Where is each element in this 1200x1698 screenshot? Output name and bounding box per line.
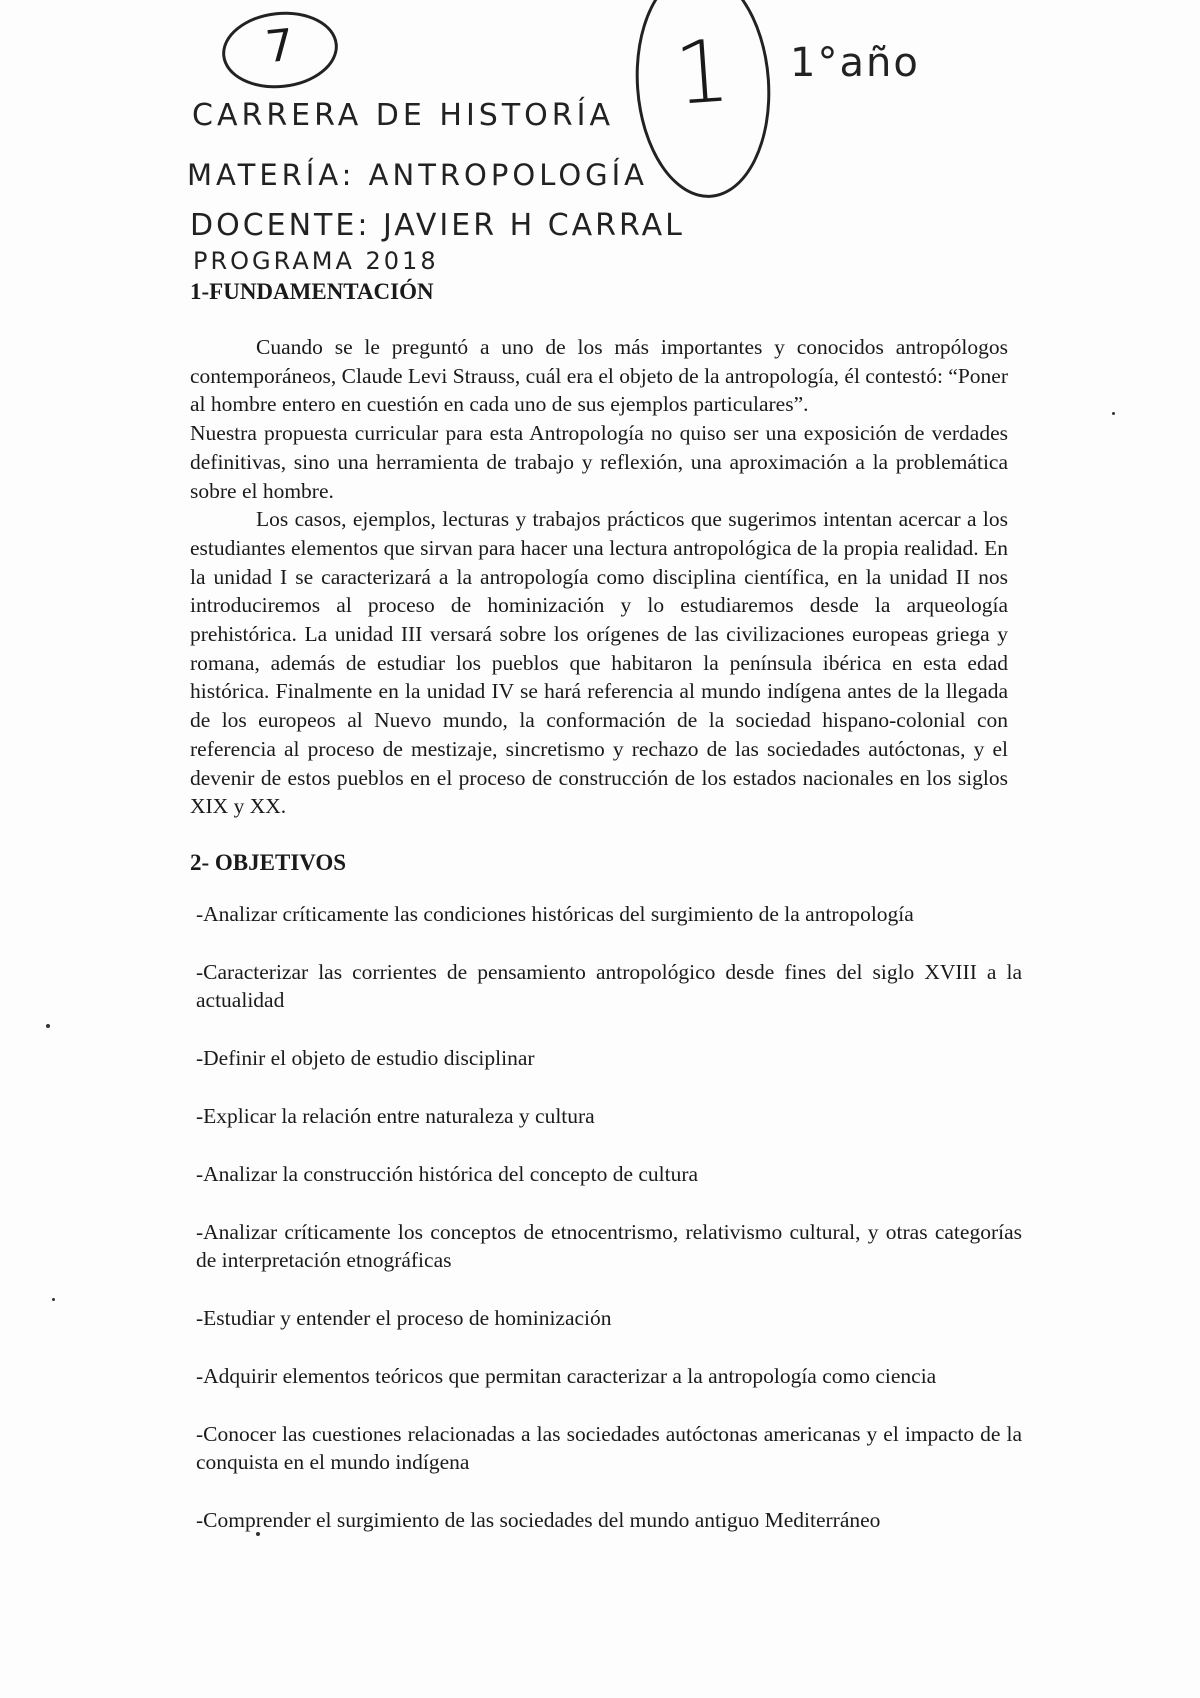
paragraph: Los casos, ejemplos, lecturas y trabajos prácticos que sugerimos intentan acercar a los estudiantes elementos que sirvan para hacer una lectura antropológica de la propia realidad. En la unidad I se caracterizará a la antropología como disciplina científica, en la unidad II nos introduciremos al proceso de hominización y lo estudiaremos desde la arqueología prehistórica. La unidad III versará sobre los orígenes de las civilizaciones europeas griega y romana, además de estudiar los pueblos que habitaron la península ibérica en esta edad histórica. Finalmente en la unidad IV se hará referencia al mundo indígena antes de la llegada de los europeos al Nuevo mundo, la conformación de la sociedad hispano-colonial con referencia al proceso de mestizaje, sincretismo y rechazo de las sociedades autóctonas, y el devenir de estos pueblos en el proceso de construcción de los estados nacionales en los siglos XIX y XX. — [190, 507, 1008, 819]
handwritten-program: PROGRAMA 2018 — [193, 247, 439, 275]
list-item: -Conocer las cuestiones relacionadas a las sociedades autóctonas americanas y el impacto de la conquista en el mundo indígena — [196, 1422, 1022, 1474]
list-item: -Estudiar y entender el proceso de hominización — [196, 1306, 612, 1330]
scan-speck — [52, 1298, 55, 1301]
handwritten-subject: MATERÍA: ANTROPOLOGÍA — [187, 158, 649, 192]
handwritten-career: CARRERA DE HISTORÍA — [192, 98, 614, 133]
list-item: -Analizar críticamente las condiciones históricas del surgimiento de la antropología — [196, 902, 914, 926]
list-item: -Analizar críticamente los conceptos de etnocentrismo, relativismo cultural, y otras categorías de interpretación etnográficas — [196, 1220, 1022, 1272]
paragraph: Nuestra propuesta curricular para esta Antropología no quiso ser una exposición de verdades definitivas, sino una herramienta de trabajo y reflexión, una aproximación a la problemática sobre el hombre. — [190, 421, 1008, 503]
folio-number-mark: 1 — [671, 21, 734, 125]
handwritten-year: 1°año — [790, 40, 920, 86]
scan-speck — [1112, 412, 1115, 415]
list-item: -Adquirir elementos teóricos que permitan caracterizar a la antropología como ciencia — [196, 1364, 937, 1388]
scan-speck — [256, 1532, 260, 1536]
section-heading-fundamentacion: 1-FUNDAMENTACIÓN — [190, 279, 434, 304]
fundamentacion-body — [190, 333, 1008, 821]
page-number-mark: 7 — [263, 19, 297, 74]
list-item: -Definir el objeto de estudio disciplinar — [196, 1046, 535, 1070]
list-item: -Comprender el surgimiento de las sociedades del mundo antiguo Mediterráneo — [196, 1508, 881, 1532]
circled-page-number — [218, 6, 341, 94]
objectives-list — [196, 900, 1022, 1534]
list-item: -Explicar la relación entre naturaleza y cultura — [196, 1104, 595, 1128]
handwritten-teacher: DOCENTE: JAVIER H CARRAL — [190, 208, 685, 243]
scan-speck — [46, 1024, 50, 1028]
list-item: -Caracterizar las corrientes de pensamiento antropológico desde fines del siglo XVIII a la actualidad — [196, 960, 1022, 1012]
circled-folio-number — [628, 0, 778, 202]
paragraph: Cuando se le preguntó a uno de los más importantes y conocidos antropólogos contemporáneos, Claude Levi Strauss, cuál era el objeto de la antropología, él contestó: “Poner al hombre entero en cuestión en cada uno de sus ejemplos particulares”. — [190, 335, 1008, 417]
section-heading-objetivos: 2- OBJETIVOS — [190, 850, 347, 875]
list-item: -Analizar la construcción histórica del concepto de cultura — [196, 1162, 699, 1186]
